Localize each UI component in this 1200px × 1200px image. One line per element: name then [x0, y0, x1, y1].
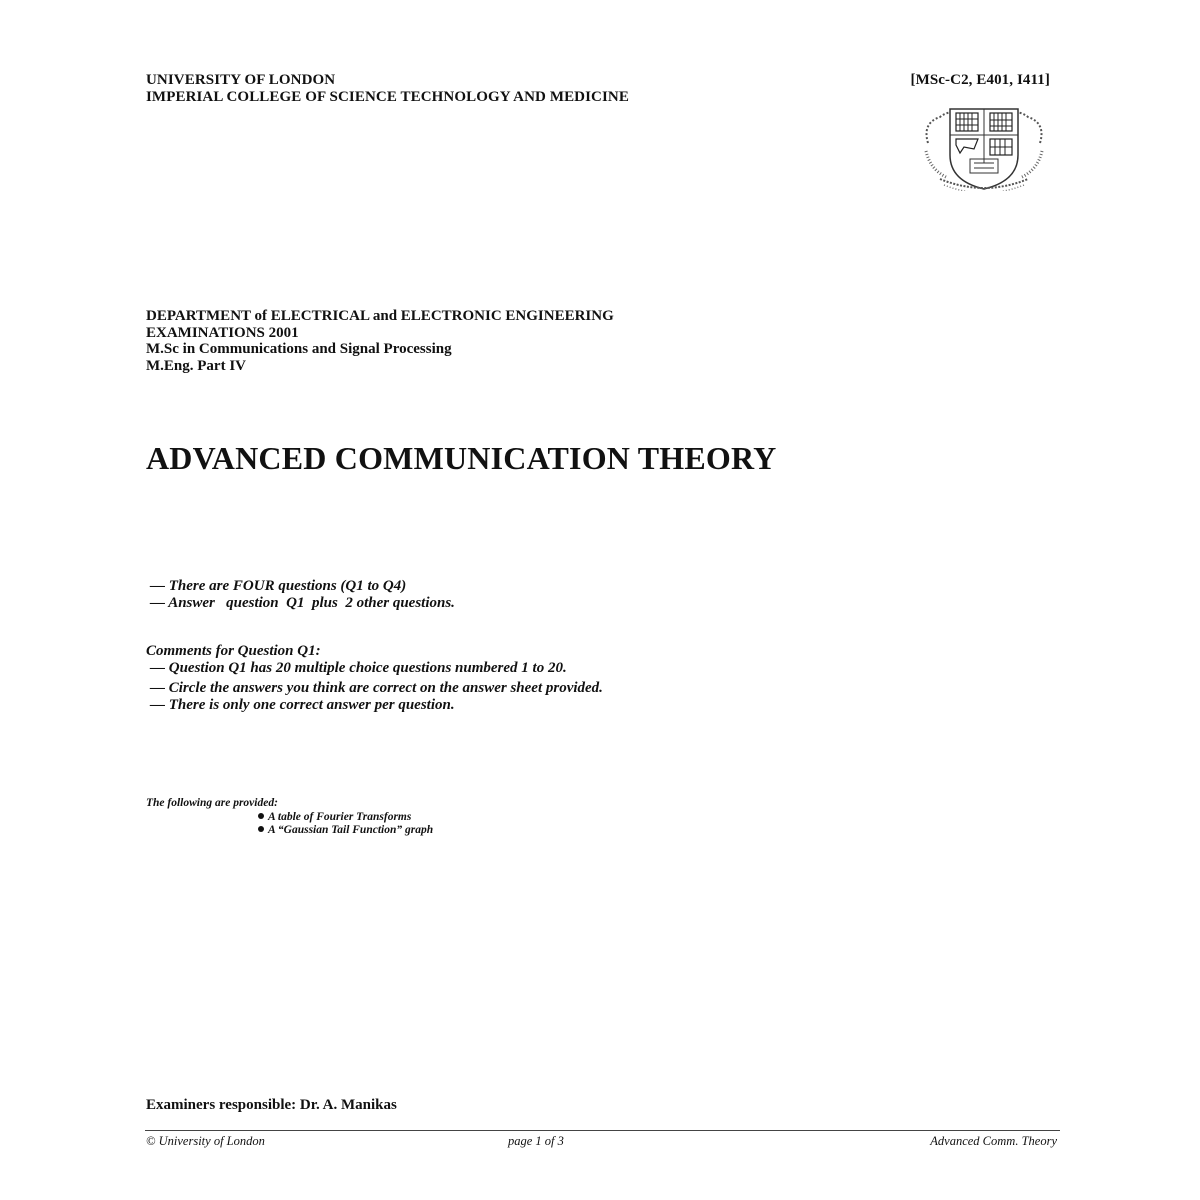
course-codes: [MSc-C2, E401, I411] — [910, 72, 1050, 88]
instruction-line: — There are FOUR questions (Q1 to Q4) — [150, 578, 407, 594]
provided-item-label: A table of Fourier Transforms — [268, 811, 412, 823]
instruction-line: — Answer question Q1 plus 2 other questions. — [150, 595, 455, 611]
footer-page-number: page 1 of 3 — [508, 1134, 564, 1148]
bullet-icon — [258, 826, 264, 832]
provided-item-label: A “Gaussian Tail Function” graph — [268, 824, 434, 836]
provided-item — [258, 824, 433, 837]
footer-divider — [145, 1130, 1060, 1131]
programme-meng: M.Eng. Part IV — [146, 357, 246, 374]
comment-line: — Question Q1 has 20 multiple choice questions numbered 1 to 20. — [150, 660, 567, 676]
bullet-icon — [258, 813, 264, 819]
comment-line: — Circle the answers you think are correct on the answer sheet provided. — [150, 680, 603, 696]
footer-copyright: © University of London — [146, 1134, 265, 1148]
programme-msc: M.Sc in Communications and Signal Processing — [146, 341, 452, 357]
exam-title: ADVANCED COMMUNICATION THEORY — [146, 440, 777, 476]
examination-year: EXAMINATIONS 2001 — [146, 324, 299, 341]
examiners-responsible: Examiners responsible: Dr. A. Manikas — [146, 1097, 397, 1113]
department-name: DEPARTMENT of ELECTRICAL and ELECTRONIC ENGINEERING — [146, 308, 614, 324]
provided-item — [258, 811, 411, 824]
footer-short-title: Advanced Comm. Theory — [930, 1134, 1057, 1148]
college-crest-logo — [920, 103, 1048, 191]
provided-heading: The following are provided: — [146, 797, 278, 809]
comment-line: — There is only one correct answer per question. — [150, 697, 455, 713]
university-name: UNIVERSITY OF LONDON — [146, 72, 336, 88]
comments-heading: Comments for Question Q1: — [146, 643, 321, 659]
college-name: IMPERIAL COLLEGE OF SCIENCE TECHNOLOGY AND MEDICINE — [146, 89, 629, 105]
